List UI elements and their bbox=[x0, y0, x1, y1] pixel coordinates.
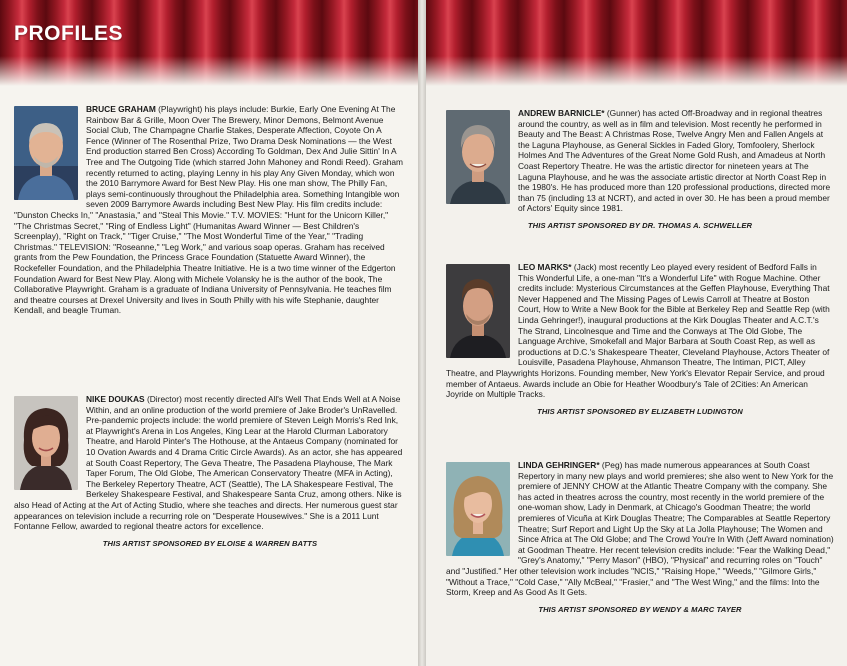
headshot-linda-gehringer bbox=[446, 462, 510, 556]
bio-text: most recently Leo played every resident of Bedford Falls in This Wonderful Life, a one-man "It's a Wonderful Life" with Rogue Machine. Other credits include: Mysterious Circumstances at the Geffen Playhouse, Everything That Never Happened and The Missing Pages of Lewis Carroll at Theatre at Boston Court, How to Write a New Book for the Bible at Berkeley Rep and Seattle Rep (with Linda Gehringer!), inaugural productions at the Kirk Douglas Theater and A.C.T.'s The Strand, Lincolnesque and Time and the Conways at The Old Globe, The Language Archive, Smokefall and Major Barbara at South Coast Rep, as well as productions at D.C.'s Shakespeare Theater, Cleveland Playhouse, Actors Theater of Louisville, Pasadena Playhouse, Ahmanson Theatre, The Intiman, PICT, Alley Theatre, and Playwrights Horizons. Founding member, New York's Elevator Repair Service, and proud member of Antaeus. Awards include an Obie for Heather Woodbury's Tale of 2Cities: An American Joyride on Multiple Tracks. bbox=[446, 262, 830, 400]
bio-linda-gehringer bbox=[446, 460, 834, 615]
bio-name: LEO MARKS* bbox=[518, 262, 572, 272]
bio-nike-doukas bbox=[14, 394, 406, 549]
bio-role: (Jack) bbox=[571, 262, 599, 272]
bio-name: NIKE DOUKAS bbox=[86, 394, 145, 404]
headshot-leo-marks bbox=[446, 264, 510, 358]
red-curtain-banner bbox=[426, 0, 847, 86]
left-page bbox=[0, 0, 420, 666]
bio-name: BRUCE GRAHAM bbox=[86, 104, 156, 114]
sponsor-line: THIS ARTIST SPONSORED BY DR. THOMAS A. SCHWELLER bbox=[527, 220, 753, 230]
bio-leo-marks bbox=[446, 262, 834, 417]
bio-name: ANDREW BARNICLE* bbox=[518, 108, 605, 118]
bio-text: has acted Off-Broadway and in regional theatres around the country, as well as in film and television. Most recently he performed in Beauty and The Beast: A Christmas Rose, Twelve Angry Men and Fallen Angels at the Laguna Playhouse, as General Sickles in Faded Glory, Tomfoolery, Sherlock Holmes And The Adventures of the Great Nome Gold Rush, and Amadeus at North Coast Repertory Theatre. He was the artistic director for nineteen years at The Laguna Playhouse, and he was the associate artistic director at North Coast Rep in the 1980's. He has produced more than 120 professional productions, directed more than 75 (including 13 at NCRT), and acted in over 30. He has been a proud member of Actors' Equity since 1981. bbox=[518, 108, 831, 214]
sponsor-line: THIS ARTIST SPONSORED BY ELIZABETH LUDINGTON bbox=[537, 406, 743, 416]
headshot-nike-doukas bbox=[14, 396, 78, 490]
bio-role: (Gunner) bbox=[604, 108, 643, 118]
sponsor-line: THIS ARTIST SPONSORED BY ELOISE & WARREN BATTS bbox=[102, 538, 318, 548]
bio-andrew-barnicle bbox=[446, 108, 834, 232]
bio-role: (Playwright) his plays include: bbox=[155, 104, 271, 114]
bio-text: has made numerous appearances at South Coast Repertory in many new plays and world premieres; she also went to New York for the premiere of JENNY CHOW at the Atlantic Theatre Company with the company. She has acted in theatres across the country, most recently in the world premiere of the one-woman show, Lady in Denmark, at Chicago's Goodman Theatre; the world premieres of Vicuña at Kirk Douglas Theatre; The Comparables at Seattle Repertory Theatre; Surf Report and Light Up the Sky at La Jolla Playhouse; The Women and Since Africa at The Old Globe; and The Crowd You're In With (Jeff Award nomination) at Goodman Theatre. Her recent television credits include: "Fear the Walking Dead," "Grey's Anatomy," "Perry Mason" (HBO), "Physical" and recurring roles on "Touch" and "Justified." Her other television work includes "NCIS," "Raising Hope," "Weeds," "Gilmore Girls," "Without a Trace," "Cold Case," "Ally McBeal," "Frasier," and "The West Wing," and the films: Into the Storm, Kreep and As Good As It Gets. bbox=[446, 460, 834, 598]
bio-role: (Director) bbox=[144, 394, 185, 404]
right-page bbox=[426, 0, 847, 666]
bio-name: LINDA GEHRINGER* bbox=[518, 460, 600, 470]
bio-bruce-graham bbox=[14, 104, 406, 316]
bio-text: Burkie, Early One Evening At The Rainbow Bar & Grille, Moon Over The Brewery, Minor Demons, Belmont Avenue Social Club, The Champagne Charlie Stakes, Desperate Affection, Coyote On A Fence (Winner of The Rosenthal Prize, Two Drama Desk Nominations — the West End production starred Ben Cross) According To Goldman, Dex And Julie Sittin' In A Tree and The Outgoing Tide (which starred John Mahoney and Rondi Reed). Graham recently returned to acting, playing Lenny in his play Any Given Monday, which won the 2010 Barrymore Award for Best New Play. His one man show, The Philly Fan, plays semi-continuously throughout the Philadelphia area. Something Intangible won seven 2009 Barrymore Awards including Best New Play. His film credits include: "Dunston Checks In," "Anastasia," and "Steal This Movie." T.V. MOVIES: "Hunt for the Unicorn Killer," "The Christmas Secret," "Ring of Endless Light" (Humanitas Award Winner — Best Children's Screenplay), "Right on Track," "Tiger Cruise," "The Most Wonderful Time of the Year," "Trading Christmas." TELEVISION: "Roseanne," "Leg Work," and various soap operas. Graham has received grants from the Pew Foundation, the Princess Grace Foundation (Statuette Award Winner), the Rockefeller Foundation, and the Philadelphia Theatre Initiative. He is a two time winner of the Edgerton Foundation Award for Best New Play. Along with Michele Volansky he is the author of the book, The Collaborative Playwright. Graham is a graduate of Indiana University of Pennsylvania. He teaches film and theatre courses at Drexel University and lives in South Philly with his wife Stephanie, daughter Kendall, and beagle Truman. bbox=[14, 104, 404, 316]
sponsor-line: THIS ARTIST SPONSORED BY WENDY & MARC TAYER bbox=[538, 604, 742, 614]
bio-text: most recently directed All's Well That Ends Well at A Noise Within, and an online production of the world premiere of Jake Broder's UnRavelled. Pre-pandemic projects include: the world premiere of Steven Leigh Morris's Red Ink, at Playwright's Arena in Los Angeles, King Lear at the Harold Clurman Laboratory Theatre, and Harold Pinter's The Hothouse, at the Antaeus Company (nominated for 10 Ovation Awards and 4 Drama Critic Circle Awards). As an actor, she has appeared at South Coast Repertory, The Geva Theatre, The Pasadena Playhouse, The Mark Taper Forum, The Old Globe, The American Conservatory Theatre (MFA in Acting), The Berkeley Repertory Theatre, ACT (Seattle), The LA Shakespeare Festival, The Berkeley Shakespeare Festival, and Shakespeare Santa Cruz, among others. Nike is also Head of Acting at the Art of Acting Studio, where she teaches and directs. Her numerous guest star appearances on television include a recurring role on "Desperate Housewives." She is a 2011 Lunt Fontanne Fellow, awarded to regional theatre actors for excellence. bbox=[14, 394, 403, 532]
headshot-andrew-barnicle bbox=[446, 110, 510, 204]
section-title: PROFILES bbox=[14, 22, 124, 45]
bio-role: (Peg) bbox=[599, 460, 625, 470]
headshot-bruce-graham bbox=[14, 106, 78, 200]
